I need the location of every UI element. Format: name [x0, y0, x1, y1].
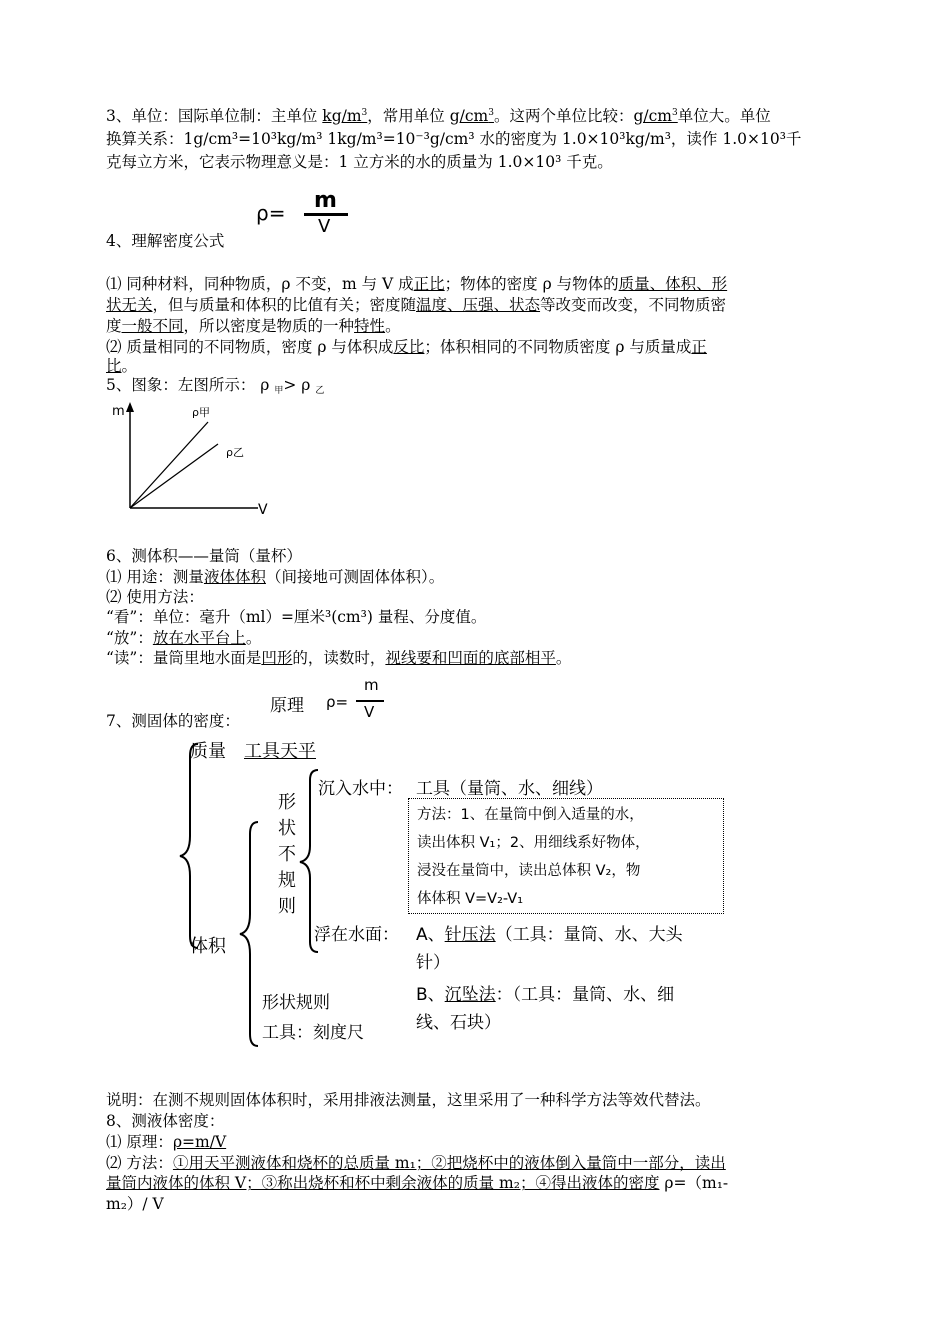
- section-4-title: 4、理解密度公式: [106, 232, 225, 250]
- s4-para-2: [106, 295, 848, 316]
- text: 液体体积: [203, 568, 266, 586]
- unit-line-1: [106, 106, 848, 127]
- s6-read: [106, 648, 848, 669]
- label-rho-jia: ρ甲: [192, 406, 210, 419]
- volume-brace: [240, 822, 258, 1046]
- text: “放”：: [106, 629, 153, 647]
- text: 3、单位：国际单位制：主单位: [106, 107, 323, 125]
- text: ⑴ 同种材料，同种物质，ρ 不变，m 与 V 成: [106, 275, 414, 293]
- unit-line-3: 克每立方米，它表示物理意义是：1 立方米的水的质量为 1.0×10³ 千克。: [106, 153, 613, 171]
- s8-method-2: [106, 1173, 848, 1194]
- text: ：（工具：量筒、水、细: [495, 985, 675, 1005]
- mass-tool: 工具天平: [244, 741, 316, 762]
- s4-para-4: [106, 337, 848, 358]
- text: 特性: [354, 317, 386, 335]
- section-5-title: [106, 375, 848, 396]
- text: 正: [691, 338, 707, 356]
- text: 度: [106, 317, 122, 335]
- sink-tool: 工具（量筒、水、细线）: [416, 779, 603, 799]
- mass-label: 质量: [190, 741, 226, 762]
- unit-line-2: 换算关系：1g/cm³=10³kg/m³ 1kg/m³=10⁻³g/cm³ 水的密度为 1.0×10³kg/m³，读作 1.0×10³千: [106, 130, 802, 148]
- text: 。: [245, 629, 262, 647]
- text: 温度、压强、状态: [416, 296, 541, 314]
- text: 状无关: [106, 296, 153, 314]
- text: ⑴ 用途：测量: [106, 568, 204, 586]
- text: 比: [106, 357, 122, 375]
- text: ；体积相同的不同物质密度 ρ 与质量成: [424, 338, 692, 356]
- text: 凹形: [261, 649, 293, 667]
- text: 5、图象：左图所示： ρ: [106, 376, 275, 394]
- note: 说明：在测不规则固体体积时，采用排液法测量，这里采用了一种科学方法等效代替法。: [106, 1091, 711, 1109]
- float-method-b: [416, 980, 674, 1005]
- float-method-a: [416, 920, 683, 945]
- formula-denominator: V: [364, 703, 375, 721]
- text: ⑵ 质量相同的不同物质，密度 ρ 与体积成: [106, 338, 394, 356]
- text: 甲: [274, 386, 284, 396]
- line-rho-yi: [130, 444, 218, 508]
- regular-tool: 工具：刻度尺: [262, 1023, 364, 1043]
- text: ⑵ 方法：: [106, 1154, 173, 1172]
- text: 放在水平台上: [152, 629, 246, 647]
- text: 。: [385, 317, 401, 335]
- label-rho-yi: ρ乙: [226, 446, 244, 459]
- big-brace: [180, 744, 198, 948]
- s6-look: “看”：单位：毫升（ml）=厘米³(cm³) 量程、分度值。: [106, 608, 487, 626]
- x-axis-label: V: [258, 502, 268, 518]
- text: 针压法: [444, 925, 496, 945]
- method-line: 浸没在量筒中，读出总体积 V₂，物: [417, 863, 641, 879]
- text: ρ=m/V: [172, 1133, 227, 1151]
- s4-para-5: [106, 356, 848, 377]
- s8-method-1: [106, 1153, 848, 1174]
- s8-principle: [106, 1132, 848, 1153]
- text: 的，读数时，: [292, 649, 386, 667]
- text: 量筒内液体的体积 V；③称出烧杯和杯中剩余液体的质量 m₂；④得出液体的密度: [106, 1174, 660, 1192]
- method-box: [408, 798, 724, 914]
- section-7-title: 7、测固体的密度：: [106, 712, 240, 730]
- text: ；物体的密度 ρ 与物体的: [444, 275, 619, 293]
- unit-gcm3: $g/cm^3$: [449, 107, 494, 125]
- float-method-b-cont: 线、石块）: [416, 1013, 501, 1033]
- char: 则: [278, 896, 296, 917]
- char: 规: [278, 870, 296, 891]
- method-line: 体体积 V=V₂-V₁: [417, 891, 524, 907]
- formula-lhs: ρ=: [326, 693, 349, 711]
- irregular-label: [276, 790, 298, 920]
- text: ，常用单位: [367, 107, 450, 125]
- sink-label: 沉入水中：: [318, 779, 403, 799]
- s6-use: [106, 567, 848, 588]
- y-axis-label: m: [112, 404, 125, 419]
- text: 等改变而改变，不同物质密: [540, 296, 727, 314]
- fraction-bar: [356, 700, 384, 702]
- char: 状: [278, 818, 296, 839]
- char: 形: [278, 792, 296, 813]
- text: 正比: [413, 275, 445, 293]
- y-axis-arrow: [126, 402, 134, 412]
- unit-kgm3: $kg/m^3$: [322, 107, 368, 125]
- formula-denominator: V: [318, 216, 331, 237]
- text: 质量、体积、形: [618, 275, 728, 293]
- text: A、: [416, 925, 445, 945]
- method-line: 读出体积 V₁；2、用细线系好物体，: [417, 835, 650, 851]
- s8-method-3: m₂）/ V: [106, 1195, 164, 1213]
- text: > ρ: [283, 376, 316, 394]
- formula-lhs: ρ=: [256, 201, 286, 225]
- text: ⑴ 原理：: [106, 1133, 173, 1151]
- text: ρ=（m₁-: [659, 1174, 729, 1192]
- unit-gcm3-larger: $g/cm^3$: [633, 107, 678, 125]
- s4-para-3: [106, 316, 848, 337]
- principle-label: 原理: [270, 696, 304, 716]
- text: B、: [416, 985, 445, 1005]
- text: 反比: [393, 338, 425, 356]
- char: 不: [278, 844, 296, 865]
- line-rho-jia: [130, 422, 208, 508]
- text: 。: [555, 649, 572, 667]
- text: ，但与质量和体积的比值有关；密度随: [152, 296, 417, 314]
- text: 单位大。单位: [677, 107, 771, 125]
- text: 乙: [315, 386, 325, 396]
- formula-numerator: m: [364, 676, 379, 694]
- s6-place: [106, 628, 848, 649]
- section-6-title: 6、测体积——量筒（量杯）: [106, 547, 302, 565]
- text: （工具：量筒、水、大头: [495, 925, 683, 945]
- density-graph: [108, 400, 278, 520]
- regular-label: 形状规则: [262, 993, 330, 1013]
- formula-numerator: m: [314, 188, 337, 213]
- float-label: 浮在水面：: [314, 925, 399, 945]
- section-8-title: 8、测液体密度：: [106, 1112, 225, 1130]
- text: g/cm: [633, 107, 673, 125]
- text: 视线要和凹面的底部相平: [385, 649, 556, 667]
- volume-label: 体积: [190, 936, 226, 957]
- float-method-a-cont: 针）: [416, 953, 450, 973]
- text: 。: [121, 357, 138, 375]
- s4-para-1: [106, 274, 848, 295]
- text: “读”：量筒里地水面是: [106, 649, 262, 667]
- text: kg/m: [322, 107, 362, 125]
- text: 。这两个单位比较：: [493, 107, 634, 125]
- s6-method: ⑵ 使用方法：: [106, 588, 204, 606]
- text: ，所以密度是物质的一种: [183, 317, 355, 335]
- text: 一般不同: [121, 317, 184, 335]
- text: 沉坠法: [444, 985, 496, 1005]
- text: g/cm: [449, 107, 489, 125]
- text: ①用天平测液体和烧杯的总质量 m₁；②把烧杯中的液体倒入量筒中一部分，读出: [172, 1154, 726, 1172]
- method-line: 方法：1、在量筒中倒入适量的水，: [417, 807, 644, 823]
- text: （间接地可测固体体积）。: [265, 568, 445, 586]
